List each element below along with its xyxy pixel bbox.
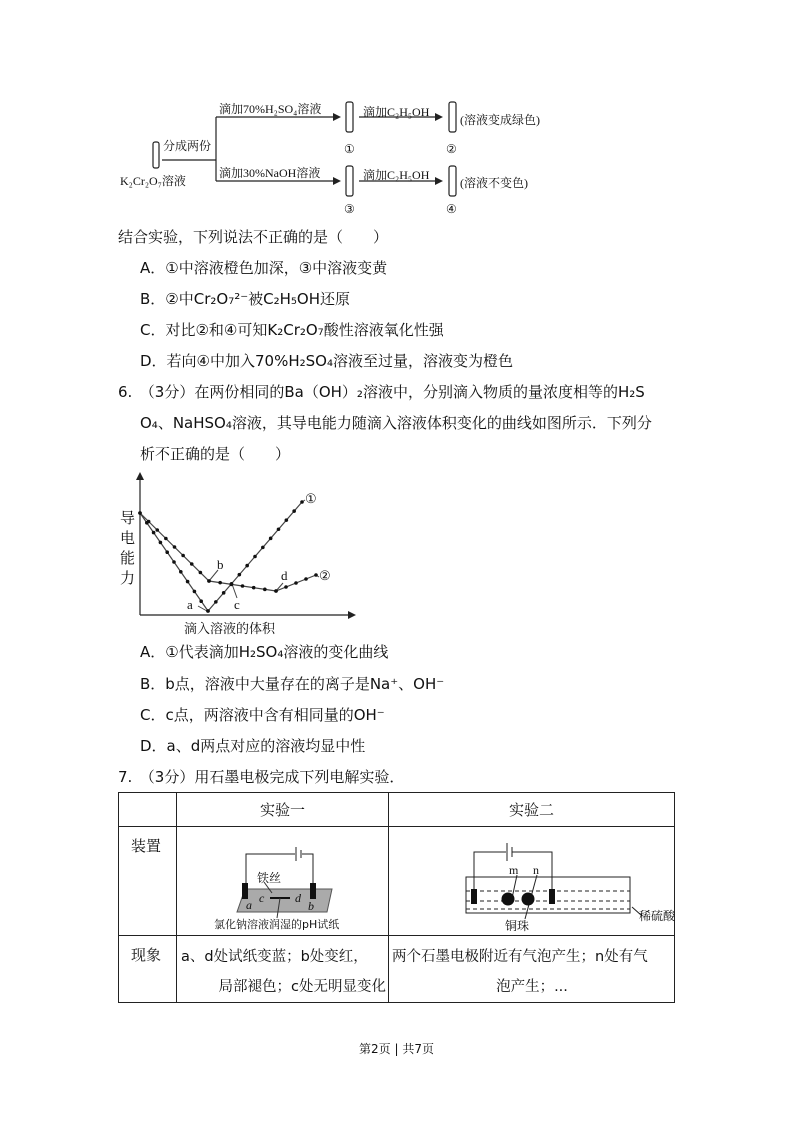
- curve-data-dot: [285, 518, 289, 522]
- curve-data-dot: [261, 546, 265, 550]
- page-footer: 第2页 | 共7页: [359, 1042, 434, 1056]
- point-a-label: a: [246, 898, 252, 912]
- curve-data-dot: [155, 528, 159, 532]
- tube-2-label: ②: [446, 142, 457, 156]
- point-c-label: c: [259, 891, 265, 905]
- electrode-m-label: m: [509, 863, 519, 877]
- graph-x-label: 滴入溶液的体积: [184, 622, 276, 637]
- point-b-label: b: [217, 557, 224, 572]
- apparatus-experiment-1: [177, 827, 389, 936]
- q6-stem-line2: O₄、NaHSO₄溶液，其导电能力随滴入溶液体积变化的曲线如图所示．下列分: [140, 414, 652, 432]
- tube-3-label: ③: [344, 202, 355, 216]
- curve-data-dot: [222, 591, 226, 595]
- curve-data-dot: [245, 564, 249, 568]
- add-h2so4-label: 滴加70%H₂SO₄溶液: [219, 102, 322, 116]
- copper-beads-label: 铜珠: [505, 919, 530, 933]
- curve-data-dot: [186, 580, 190, 584]
- result-green-label: (溶液变成绿色): [460, 113, 540, 127]
- q5-option-b: B．②中Cr₂O₇²⁻被C₂H₅OH还原: [140, 290, 351, 308]
- curve-data-dot: [274, 589, 278, 593]
- q6-stem-line3: 析不正确的是（ ）: [140, 445, 291, 463]
- curve-data-dot: [179, 570, 183, 574]
- curve-data-dot: [269, 537, 273, 541]
- curve-data-dot: [147, 520, 151, 524]
- curve-data-dot: [218, 581, 222, 585]
- y-label-char: 导: [120, 509, 136, 527]
- curve-data-dot: [193, 590, 197, 594]
- phenomenon-experiment-1: [177, 936, 389, 1003]
- q6-option-d: D．a、d两点对应的溶液均显中性: [140, 737, 366, 755]
- add-ethanol-bottom-label: 滴加C₂H₅OH: [363, 168, 430, 182]
- point-d-label: d: [281, 568, 288, 583]
- curve-data-dot: [284, 585, 288, 589]
- curve-data-dot: [214, 600, 218, 604]
- curve-data-dot: [263, 588, 267, 592]
- y-label-char: 能: [120, 549, 136, 567]
- q6-option-b: B．b点，溶液中大量存在的离子是Na⁺、OH⁻: [140, 675, 445, 693]
- curve-data-dot: [181, 554, 185, 558]
- add-ethanol-top-label: 滴加C₂H₅OH: [363, 105, 430, 119]
- curve-data-dot: [292, 509, 296, 513]
- curve-data-dot: [252, 586, 256, 590]
- phenomenon-experiment-2: [389, 936, 675, 1003]
- header-experiment-2: 实验二: [389, 793, 675, 827]
- q5-option-a: A．①中溶液橙色加深，③中溶液变黄: [140, 259, 388, 277]
- curve-data-dot: [253, 555, 257, 559]
- tube-4-label: ④: [446, 202, 457, 216]
- electrolysis-table: [118, 792, 675, 1003]
- electrode-n-label: n: [533, 863, 539, 877]
- curve-data-dot: [207, 579, 211, 583]
- q6-option-c: C．c点，两溶液中含有相同量的OH⁻: [140, 706, 385, 724]
- row-header-phenomenon: 现象: [119, 936, 177, 1003]
- curve-2-label: ②: [319, 568, 331, 583]
- q6-option-a: A．①代表滴加H₂SO₄溶液的变化曲线: [140, 643, 389, 661]
- curve-data-dot: [294, 581, 298, 585]
- point-a-label: a: [187, 597, 193, 612]
- iron-wire-label: 铁丝: [257, 871, 282, 885]
- k2cr2o7-label: K₂Cr₂O₇溶液: [120, 174, 186, 188]
- point-c-label: c: [234, 597, 240, 612]
- curve-data-dot: [164, 537, 168, 541]
- add-naoh-label: 滴加30%NaOH溶液: [219, 166, 321, 180]
- header-experiment-1: 实验一: [177, 793, 389, 827]
- curve-data-dot: [199, 571, 203, 575]
- curve-data-dot: [159, 541, 163, 545]
- curve-data-dot: [230, 583, 234, 587]
- q5-option-d: D．若向④中加入70%H₂SO₄溶液至过量，溶液变为橙色: [140, 352, 513, 370]
- q5-option-c: C．对比②和④可知K₂Cr₂O₇酸性溶液氧化性强: [140, 321, 444, 339]
- curve-data-dot: [165, 550, 169, 554]
- ph-paper-label: 氯化钠溶液润湿的pH试纸: [214, 918, 340, 931]
- curve-data-dot: [300, 500, 304, 504]
- y-label-char: 电: [120, 529, 136, 547]
- curve-data-dot: [138, 511, 142, 515]
- row-header-apparatus: 装置: [119, 827, 177, 936]
- curve-data-dot: [304, 577, 308, 581]
- point-b-label: b: [308, 899, 314, 913]
- dilute-sulfuric-acid-label: 稀硫酸: [639, 909, 676, 923]
- curve-data-dot: [152, 531, 156, 535]
- point-d-label: d: [295, 891, 301, 905]
- curve-data-dot: [241, 584, 245, 588]
- result-unchanged-label: (溶液不变色): [460, 176, 528, 190]
- curve-data-dot: [206, 609, 210, 613]
- curve-data-dot: [172, 560, 176, 564]
- curve-data-dot: [199, 599, 203, 603]
- y-label-char: 力: [120, 569, 136, 587]
- q6-stem-line1: 6. （3分）在两份相同的Ba（OH）₂溶液中，分别滴入物质的量浓度相等的H₂S: [118, 383, 645, 401]
- q5-stem: 结合实验，下列说法不正确的是（ ）: [118, 228, 389, 246]
- phenomenon-2-line2: 泡产生；...: [496, 979, 568, 995]
- q7-stem: 7. （3分）用石墨电极完成下列电解实验．: [118, 768, 405, 786]
- curve-data-dot: [173, 545, 177, 549]
- phenomenon-1-line1: a、d处试纸变蓝；b处变红，: [181, 949, 368, 965]
- curve-data-dot: [190, 562, 194, 566]
- curve-data-dot: [314, 573, 318, 577]
- apparatus-experiment-2: [389, 827, 675, 936]
- tube-1-label: ①: [344, 142, 355, 156]
- curve-data-dot: [277, 527, 281, 531]
- phenomenon-1-line2: 局部褪色；c处无明显变化: [218, 979, 386, 995]
- phenomenon-2-line1: 两个石墨电极附近有气泡产生；n处有气: [392, 949, 648, 965]
- copper-bead-electrolysis-diagram: [389, 827, 675, 936]
- curve-data-dot: [238, 573, 242, 577]
- table-corner-cell: [119, 793, 177, 827]
- graph-y-label: [120, 508, 136, 588]
- curve-1-label: ①: [305, 491, 317, 506]
- split-label: 分成两份: [163, 139, 212, 153]
